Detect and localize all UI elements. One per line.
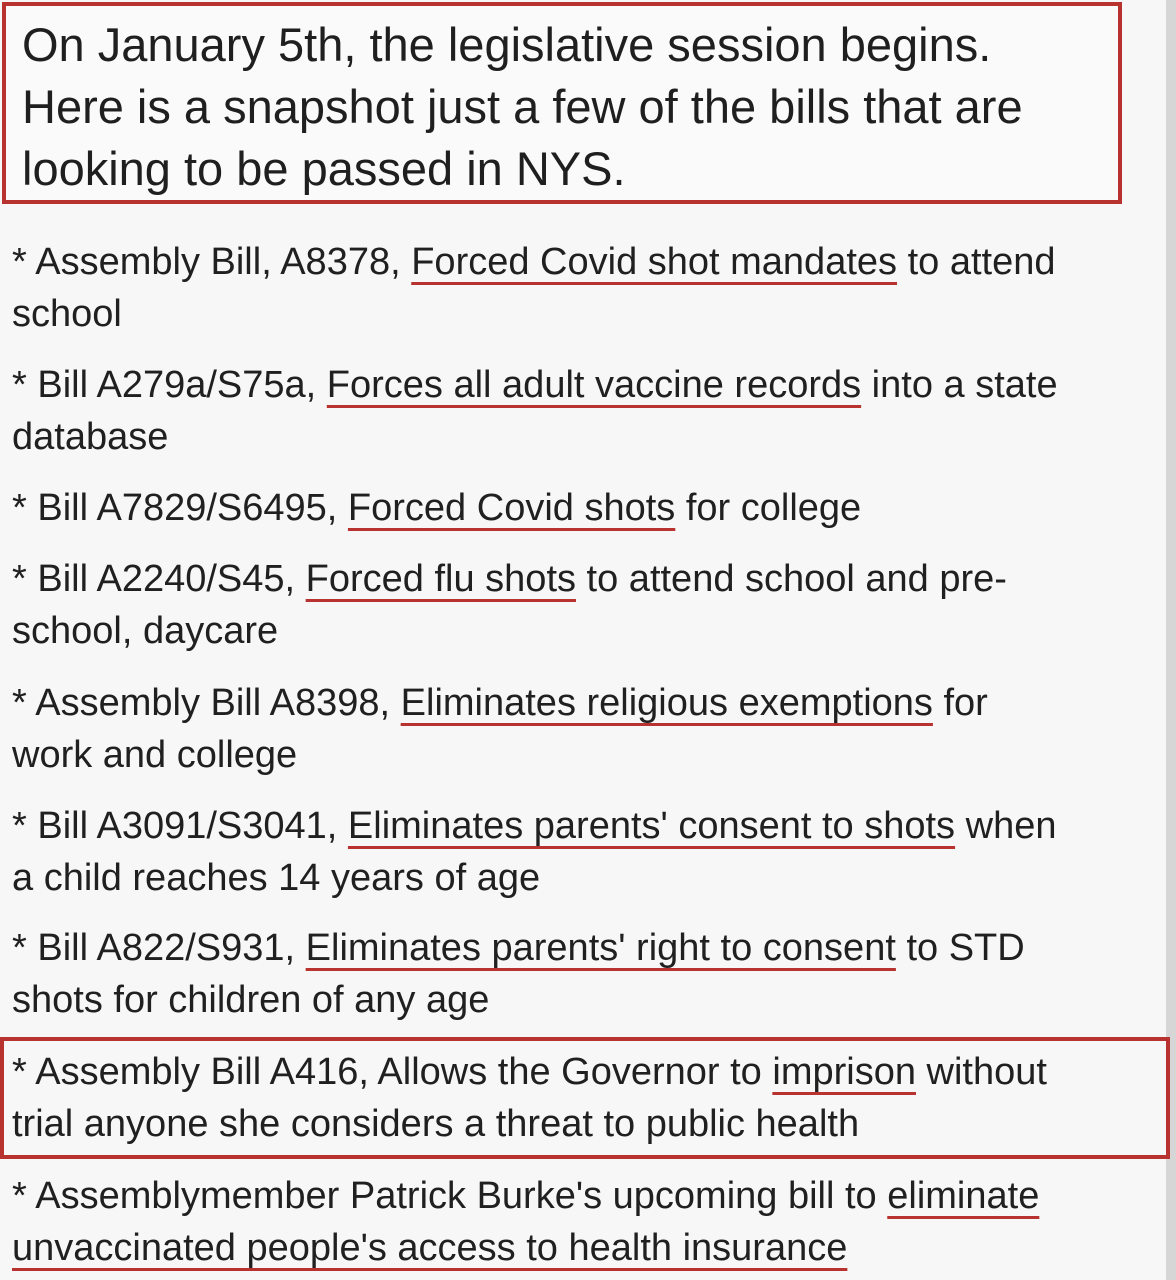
bill-highlight: imprison — [772, 1051, 916, 1093]
bill-line-2: trial anyone she considers a threat to public health — [12, 1103, 860, 1145]
bill-item-a822 — [12, 922, 1025, 1026]
intro-box — [2, 2, 1122, 204]
intro-line-1: On January 5th, the legislative session begins. — [22, 18, 992, 71]
bill-line-2: shots for children of any age — [12, 979, 490, 1021]
bill-highlight: Forced Covid shots — [347, 487, 676, 529]
bill-line-2: school — [12, 293, 122, 335]
intro-line-3: looking to be passed in NYS. — [22, 142, 626, 195]
bill-line-2: database — [12, 416, 169, 458]
bill-item-a416 — [12, 1046, 1047, 1150]
bill-highlight: Forced Covid shot mandates — [411, 241, 898, 283]
bill-highlight: Eliminates religious exemptions — [400, 682, 933, 724]
bill-highlight: Eliminates parents' consent to shots — [347, 805, 956, 847]
intro-line-2: Here is a snapshot just a few of the bills that are — [22, 80, 1023, 133]
bill-highlight: Forces all adult vaccine records — [326, 364, 862, 406]
bill-line-1: * Bill A822/S931, Eliminates parents' right to consent to STD — [12, 927, 1025, 969]
bill-item-a7829 — [12, 482, 861, 534]
bill-highlight: eliminate — [887, 1175, 1040, 1217]
bill-line-1: * Bill A2240/S45, Forced flu shots to attend school and pre- — [12, 558, 1007, 600]
bill-item-burke — [12, 1170, 1039, 1274]
bill-item-a279a — [12, 359, 1058, 463]
bill-highlight: Eliminates parents' right to consent — [305, 927, 896, 969]
bill-line-1: * Assembly Bill A416, Allows the Governor to imprison without — [12, 1051, 1047, 1093]
bill-item-a3091 — [12, 800, 1056, 904]
bill-highlight: Forced flu shots — [305, 558, 576, 600]
bill-line-1: * Bill A3091/S3041, Eliminates parents' consent to shots when — [12, 805, 1057, 847]
bill-line-1: * Assembly Bill, A8378, Forced Covid shot mandates to attend — [12, 241, 1056, 283]
bill-line-2: school, daycare — [12, 610, 279, 652]
bill-line-2: a child reaches 14 years of age — [12, 857, 541, 899]
bill-line-2: work and college — [12, 734, 298, 776]
bill-line-1: * Bill A279a/S75a, Forces all adult vaccine records into a state — [12, 364, 1058, 406]
bill-line-1: * Assemblymember Patrick Burke's upcoming bill to eliminate — [12, 1175, 1040, 1217]
bill-line-1: * Assembly Bill A8398, Eliminates religious exemptions for — [12, 682, 988, 724]
bill-item-a8378 — [12, 236, 1056, 340]
bill-item-a2240 — [12, 553, 1007, 657]
bill-item-a8398 — [12, 677, 988, 781]
bill-line-2: unvaccinated people's access to health insurance — [12, 1227, 848, 1269]
bill-line-1: * Bill A7829/S6495, Forced Covid shots for college — [12, 487, 862, 529]
